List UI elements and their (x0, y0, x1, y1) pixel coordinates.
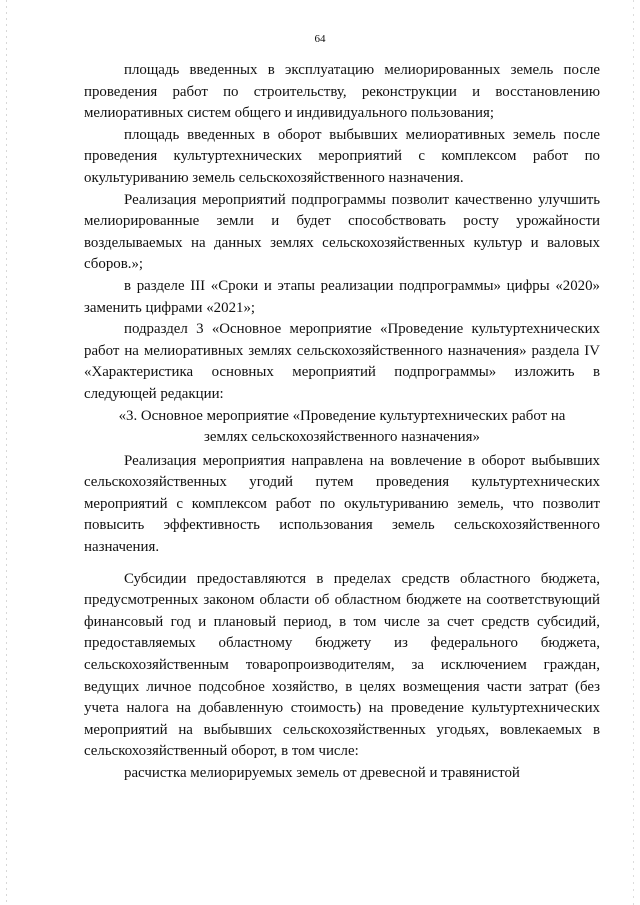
document-body (84, 60, 600, 785)
subsection-heading (84, 406, 600, 449)
subsection-heading-line-2: землях сельскохозяйственного назначения» (204, 429, 480, 446)
scan-left-edge (6, 0, 7, 905)
scan-right-edge (633, 0, 634, 905)
paragraph-subsidies: Субсидии предоставляются в пределах средств областного бюджета, предусмотренных законом области об областном бюджете на соответствующий финансовый год и плановый период, в том числе за счет средств субсидий, предоставляемых областному бюджету из федерального бюджета, сельскохозяйственным товаропроизводителям, за исключением граждан, ведущих личное подсобное хозяйство, в целях возмещения части затрат (без учета налога на добавленную стоимость) на проведение культуртехнических мероприятий на выбывших сельскохозяйственных угодьях, вовлекаемых в сельскохозяйственный оборот, в том числе: (84, 570, 600, 760)
paragraph-land-commissioned: площадь введенных в эксплуатацию мелиорированных земель после проведения работ по строительству, реконструкции и восстановлению мелиоративных систем общего и индивидуального пользования; (84, 62, 600, 122)
paragraph-subsection-replacement: подраздел 3 «Основное мероприятие «Проведение культуртехнических работ на мелиоративных землях сельскохозяйственного назначения» раздела IV «Характеристика основных мероприятий подпрограммы» изложить в следующей редакции: (84, 321, 600, 402)
paragraph-land-returned: площадь введенных в оборот выбывших мелиоративных земель после проведения культуртехнических мероприятий с комплексом работ по окультуриванию земель сельскохозяйственного назначения. (84, 126, 600, 186)
paragraph-section-three-change: в разделе III «Сроки и этапы реализации подпрограммы» цифры «2020» заменить цифрами «2021»; (84, 277, 600, 316)
paragraph-measure-purpose: Реализация мероприятия направлена на вовлечение в оборот выбывших сельскохозяйственных угодий путем проведения культуртехнических мероприятий с комплексом работ по окультуриванию земель, что позволит повысить эффективность использования земель сельскохозяйственного назначения. (84, 452, 600, 556)
page-number: 64 (314, 33, 326, 45)
paragraph-clearing-start: расчистка мелиорируемых земель от древесной и травянистой (124, 765, 520, 781)
subsection-heading-line-1: «3. Основное мероприятие «Проведение культуртехнических работ на (118, 407, 566, 424)
paragraph-implementation-outcome: Реализация мероприятий подпрограммы позволит качественно улучшить мелиорированные земли и будет способствовать росту урожайности возделываемых на данных землях сельскохозяйственных культур и валовых сборов.»; (84, 191, 600, 273)
